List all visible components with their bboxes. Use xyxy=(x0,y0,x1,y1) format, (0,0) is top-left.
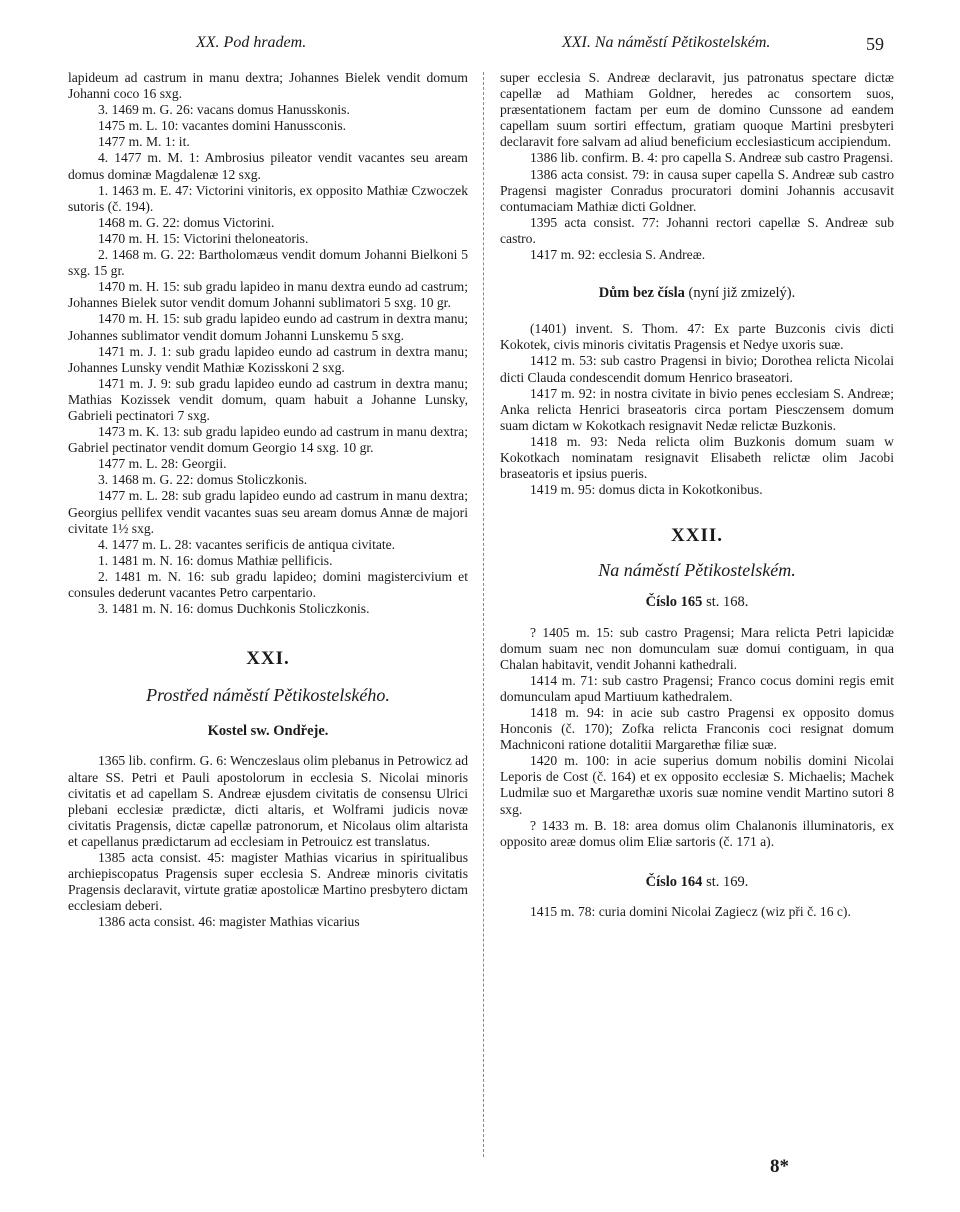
record-entry: 4. 1477 m. L. 28: vacantes serificis de antiqua civitate. xyxy=(98,536,396,552)
left-column xyxy=(68,70,468,931)
record-entry: 3. 1468 m. G. 22: domus Stoliczkonis. xyxy=(98,472,308,488)
record-entry: 1. 1481 m. N. 16: domus Mathiæ pellificis. xyxy=(98,552,333,568)
record-entry: 1473 m. K. 13: sub gradu lapideo eundo ad castrum in manu dextra; Gabriel pectinator vendit domum Georgio 14 sxg. 10 gr. xyxy=(68,424,468,456)
page-number: 59 xyxy=(866,34,884,54)
spacer xyxy=(500,850,894,874)
continued-paragraph: super ecclesia S. Andreæ declaravit, jus patronatus spectare dictæ capellæ ad Mathiam Goldner, heredes ac consortem suos, præsentationem factam per eum de domino Cunssone ad eandem capellam suum sortiri effectum, gratiam quoque Martini presbyteri declaravit fore salvam ad aliud beneficium ecclesiasticum accipiendum. xyxy=(500,70,894,150)
record-entry: 1475 m. L. 10: vacantes domini Hanussconis. xyxy=(98,118,347,134)
record-entry: 1417 m. 92: in nostra civitate in bivio penes ecclesiam S. Andreæ; Anka relicta Henrici braseatoris circa portam Piesczensem domum suam dictam w Kokotkach resignavit Nedæ relictæ Buzkonis. xyxy=(500,385,894,433)
record-entry: 1477 m. M. 1: it. xyxy=(98,134,190,150)
subsection-title-bold: Dům bez čísla xyxy=(598,285,685,302)
record-entry: 1470 m. H. 15: sub gradu lapideo in manu dextra eundo ad castrum; Johannes Bielek sutor vendit domum Johanni sublimatori 5 sxg. 10 gr. xyxy=(68,279,468,311)
record-entry: 4. 1477 m. M. 1: Ambrosius pileator vendit vacantes seu aream domus dominæ Magdalenæ 12 sxg. xyxy=(68,150,468,182)
record-entry: 3. 1481 m. N. 16: domus Duchkonis Stoliczkonis. xyxy=(98,601,370,617)
record-entry: 1477 m. L. 28: sub gradu lapideo eundo ad castrum in manu dextra; Georgius pellifex vendit vacantes suas seu aream domus Annæ de majori civitate 1½ sxg. xyxy=(68,488,468,536)
header-left-title: XX. Pod hradem. xyxy=(196,34,307,51)
record-entry: 1471 m. J. 9: sub gradu lapideo eundo ad castrum in dextra manu; Mathias Kozissek vendit domum, quam habuit a Johanne Lunsky, Gabrieli pectinatori 7 sxg. xyxy=(68,375,468,423)
spacer xyxy=(500,890,894,904)
record-entry: 1386 acta consist. 46: magister Mathias vicarius xyxy=(98,914,360,930)
record-entry: 2. 1481 m. N. 16: sub gradu lapideo; domini magistercivium et consules dederunt vacantes Petro carpentario. xyxy=(68,568,468,600)
section-title: Na náměstí Pětikostelském. xyxy=(598,560,796,581)
subsection-title xyxy=(500,594,894,610)
spacer xyxy=(68,703,468,723)
subsection-title-note: st. 169. xyxy=(702,873,749,890)
section-number: XXII. xyxy=(671,525,723,547)
subsection-title-bold: Číslo 164 xyxy=(645,873,703,890)
spacer xyxy=(500,301,894,321)
record-entry: (1401) invent. S. Thom. 47: Ex parte Buzconis civis dicti Kokotek, civis minoris civitatis Pragensis et Nedye uxoris suæ. xyxy=(500,321,894,353)
column-divider xyxy=(483,72,484,1157)
running-header xyxy=(0,34,960,58)
record-entry: 1477 m. L. 28: Georgii. xyxy=(98,456,227,472)
record-entry: 2. 1468 m. G. 22: Bartholomæus vendit domum Johanni Bielkoni 5 sxg. 15 gr. xyxy=(68,247,468,279)
header-right-title: XXI. Na náměstí Pětikostelském. xyxy=(562,34,771,51)
spacer xyxy=(68,667,468,687)
record-entry: 1. 1463 m. E. 47: Victorini vinitoris, ex opposito Mathiæ Czwoczek sutoris (č. 194). xyxy=(68,182,468,214)
record-entry: 1471 m. J. 1: sub gradu lapideo eundo ad castrum in dextra manu; Johannes Lunsky vendit Mathiæ Kozisskoni 2 sxg. xyxy=(68,343,468,375)
record-entry: 1415 m. 78: curia domini Nicolai Zagiecz (wiz při č. 16 c). xyxy=(530,903,851,919)
spacer xyxy=(500,263,894,285)
record-entry: 1365 lib. confirm. G. 6: Wenczeslaus olim plebanus in Petrowicz ad altare SS. Petri et Pauli apostolorum in ecclesia S. Nicolai minoris civitatis et ad capellam S. Andreæ ejusdem civitatis de consensu Ulrici plebani ecclesiæ prædictæ, dicti altaris, et Wolframi judicis novæ civitatis Pragensis, dictæ capellæ patronorum, et Nicolaus olim altarista et capellanus prædictarum ad ecclesiam in Petrouicz est translatus. xyxy=(68,753,468,849)
record-entry: 1395 acta consist. 77: Johanni rectori capellæ S. Andreæ sub castro. xyxy=(500,214,894,246)
record-entry: 3. 1469 m. G. 26: vacans domus Hanusskonis. xyxy=(98,102,350,118)
record-entry: 1418 m. 93: Neda relicta olim Buzkonis domum suam w Kokotkach nominatam resignavit Elisabeth relictæ olim Jacobi braseatoris et ipsius pueris. xyxy=(500,433,894,482)
right-column xyxy=(500,70,894,920)
record-entry: 1412 m. 53: sub castro Pragensi in bivio; Dorothea relicta Nicolai dicti Clauda condescendit domum Henrico braseatori. xyxy=(500,353,894,385)
spacer xyxy=(68,739,468,753)
record-entry: 1417 m. 92: ecclesia S. Andreæ. xyxy=(530,247,706,263)
record-entry: ? 1405 m. 15: sub castro Pragensi; Mara relicta Petri lapicidæ domum suam nec non domunculam suæ domui contiguam, in qua Chalan habitavit, vendit Johanni kathedrali. xyxy=(500,624,894,672)
subsection-title-bold: Číslo 165 xyxy=(645,594,703,611)
subsection-title-note: st. 168. xyxy=(702,594,749,611)
record-entry: 1420 m. 100: in acie superius domum nobilis domini Nicolai Leporis de Cost (č. 164) et ex opposito ecclesiæ S. Michaelis; Machek Ludmilæ suo et Margarethæ uxoris suæ nomine vendit Martino sutori 8 sxg. xyxy=(500,753,894,817)
record-entry: 1386 lib. confirm. B. 4: pro capella S. Andreæ sub castro Pragensi. xyxy=(530,150,894,166)
spacer xyxy=(500,611,894,625)
record-entry: 1386 acta consist. 79: in causa super capella S. Andreæ sub castro Pragensi magister Conradus procuratori domini Johannis accusavit contumaciam Mathiæ dicti Goldner. xyxy=(500,166,894,214)
record-entry: 1418 m. 94: in acie sub castro Pragensi ex opposito domus Honconis (č. 170); Zofka relicta Franconis coci resignat domum Machniconi ratione dotalitii Margarethæ filiæ suæ. xyxy=(500,705,894,753)
section-number: XXI. xyxy=(246,648,290,670)
record-entry: 1419 m. 95: domus dicta in Kokotkonibus. xyxy=(530,482,763,498)
record-entry: ? 1433 m. B. 18: area domus olim Chalanonis illuminatoris, ex opposito areæ domus olim Eliæ sartoris (č. 171 a). xyxy=(500,817,894,849)
subsection-title-note: (nyní již zmizelý). xyxy=(684,285,796,302)
subsection-title xyxy=(500,874,894,890)
continued-paragraph: lapideum ad castrum in manu dextra; Johannes Bielek vendit domum Johanni coco 16 sxg. xyxy=(68,70,468,102)
record-entry: 1470 m. H. 15: Victorini theloneatoris. xyxy=(98,230,309,246)
subsection-title: Kostel sw. Ondřeje. xyxy=(207,723,329,740)
record-entry: 1414 m. 71: sub castro Pragensi; Franco cocus domini regis emit domunculam apud Martiuum kathedralem. xyxy=(500,672,894,704)
section-title: Prostřed náměstí Pětikostelského. xyxy=(146,685,390,706)
signature-mark: 8* xyxy=(770,1156,789,1177)
record-entry: 1468 m. G. 22: domus Victorini. xyxy=(98,214,275,230)
spacer xyxy=(500,578,894,594)
subsection-title xyxy=(500,285,894,301)
record-entry: 1470 m. H. 15: sub gradu lapideo eundo ad castrum in dextra manu; Johannes sublimator vendit domum Johanni Lunskemu 5 sxg. xyxy=(68,311,468,343)
spacer xyxy=(500,498,894,528)
spacer xyxy=(68,617,468,651)
record-entry: 1385 acta consist. 45: magister Mathias vicarius in spiritualibus archiepiscopatus Pragensis super ecclesia S. Andreæ minoris civitatis Pragensis declaravit, virtute gratiæ apostolicæ Martino presbytero dictam ecclesiam deberi. xyxy=(68,850,468,914)
